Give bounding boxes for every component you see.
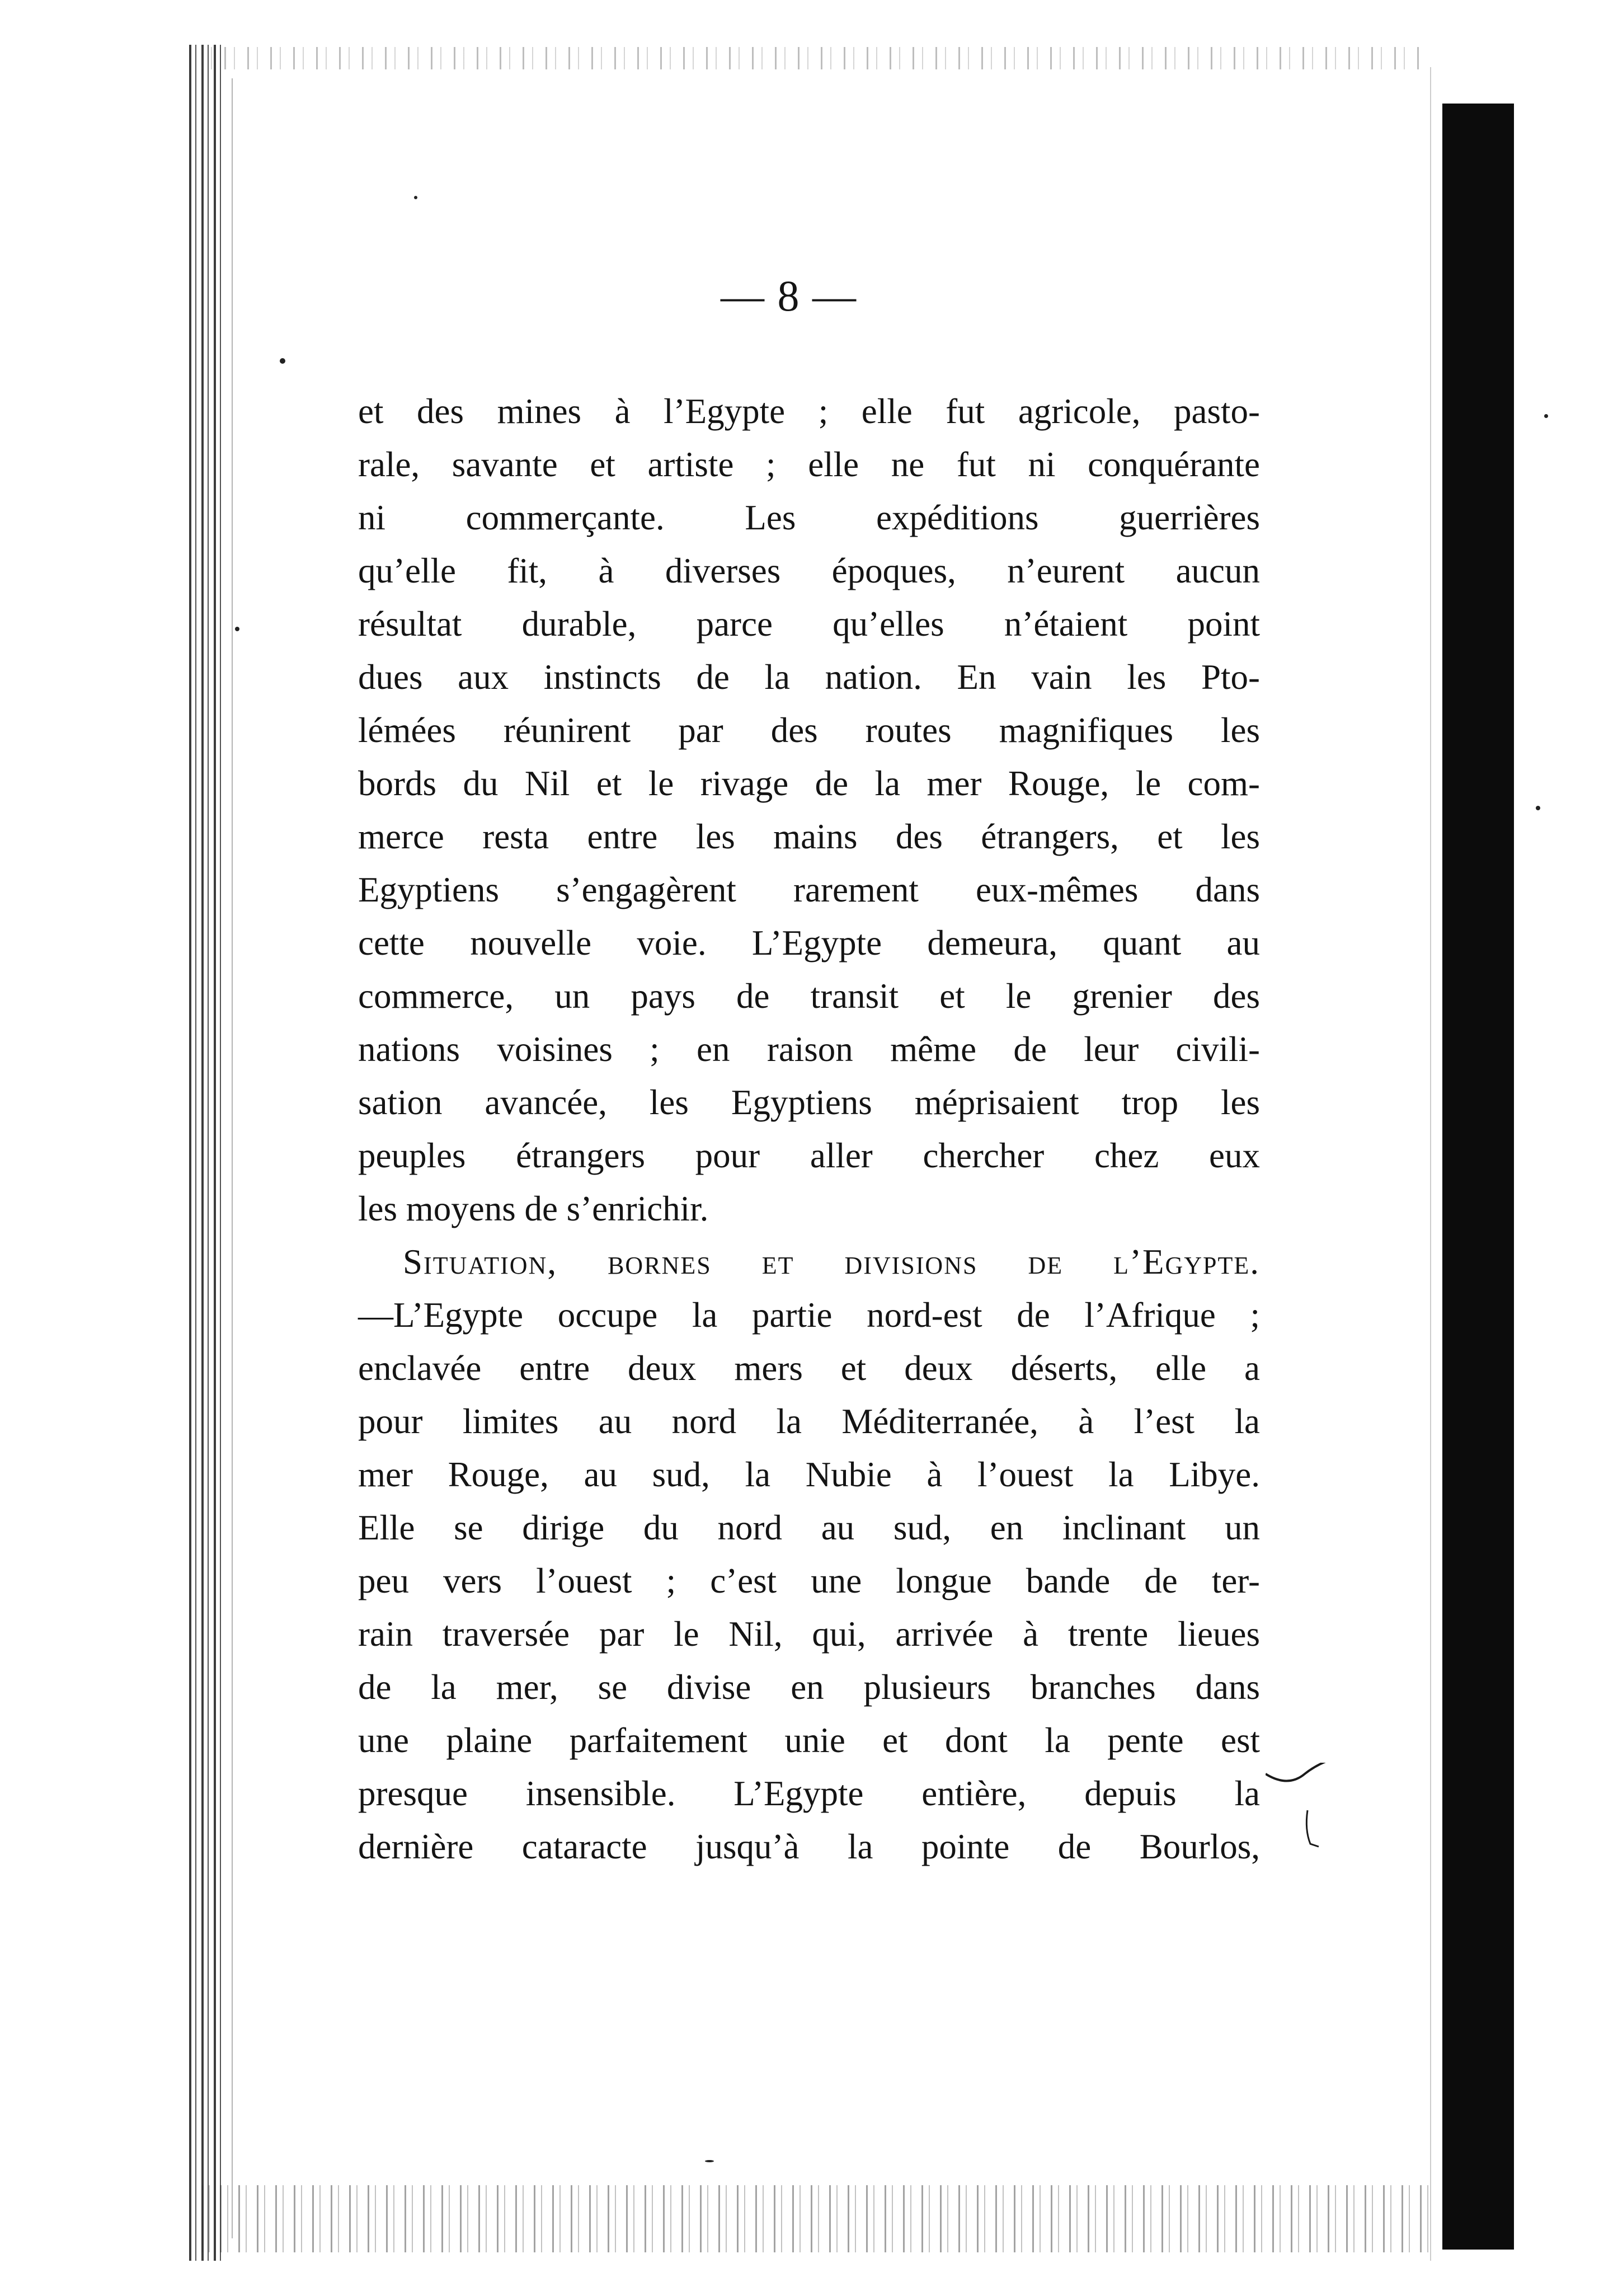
scan-speck	[235, 627, 239, 631]
text-line: ni commerçante. Les expéditions guerrières	[358, 498, 1260, 537]
text-line: qu’elle fit, à diverses époques, n’eurent aucun	[358, 551, 1260, 590]
text-line: Egyptiens s’engagèrent rarement eux-mêmes dans	[358, 870, 1260, 909]
scan-speck	[414, 196, 417, 199]
text-line: lémées réunirent par des routes magnifiques les	[358, 711, 1260, 750]
scan-speck	[1536, 806, 1540, 810]
handwritten-margin-mark	[1266, 1763, 1366, 1875]
text-line: peuples étrangers pour aller chercher chez eux	[358, 1136, 1260, 1175]
text-line: merce resta entre les mains des étrangers, et les	[358, 817, 1260, 856]
page-number: — 8 —	[721, 271, 857, 320]
text-line: enclavée entre deux mers et deux déserts, elle a	[358, 1349, 1260, 1388]
text-line: résultat durable, parce qu’elles n’étaient point	[358, 604, 1260, 644]
text-line: de la mer, se divise en plusieurs branches dans	[358, 1668, 1260, 1707]
text-line: dues aux instincts de la nation. En vain les Pto-	[358, 658, 1260, 697]
text-line: sation avancée, les Egyptiens méprisaient trop les	[358, 1083, 1260, 1122]
bottom-page-edge	[201, 2185, 1432, 2252]
text-line: une plaine parfaitement unie et dont la pente est	[358, 1721, 1260, 1760]
text-line: —L’Egypte occupe la partie nord-est de l’Afrique ;	[358, 1295, 1260, 1335]
text-line: commerce, un pays de transit et le grenier des	[358, 976, 1260, 1016]
text-line: rain traversée par le Nil, qui, arrivée à trente lieues	[358, 1614, 1260, 1654]
body-text	[358, 385, 1260, 1874]
text-line: les moyens de s’enrichir.	[358, 1189, 709, 1228]
text-line: rale, savante et artiste ; elle ne fut ni conquérante	[358, 445, 1260, 484]
section-heading: Situation, bornes et divisions de l’Egypte.	[403, 1242, 1260, 1281]
text-line: dernière cataracte jusqu’à la pointe de Bourlos,	[358, 1827, 1260, 1866]
right-dark-margin-bar	[1442, 104, 1514, 2250]
scan-speck	[705, 2160, 714, 2162]
right-page-edge	[1421, 67, 1441, 2261]
text-line: presque insensible. L’Egypte entière, depuis la	[358, 1774, 1260, 1813]
scan-speck	[1544, 414, 1548, 418]
text-line: cette nouvelle voie. L’Egypte demeura, quant au	[358, 923, 1260, 962]
left-binding-edge	[189, 45, 224, 2261]
text-line: mer Rouge, au sud, la Nubie à l’ouest la Libye.	[358, 1455, 1260, 1494]
text-line: et des mines à l’Egypte ; elle fut agricole, pasto-	[358, 392, 1260, 431]
scan-speck	[280, 358, 285, 364]
text-line: pour limites au nord la Méditerranée, à l’est la	[358, 1402, 1260, 1441]
left-binding-shadow	[224, 78, 246, 2238]
text-line: Elle se dirige du nord au sud, en inclinant un	[358, 1508, 1260, 1547]
text-line: nations voisines ; en raison même de leur civili-	[358, 1030, 1260, 1069]
text-line: bords du Nil et le rivage de la mer Rouge, le com-	[358, 764, 1260, 803]
text-line: peu vers l’ouest ; c’est une longue bande de ter-	[358, 1561, 1260, 1600]
top-page-edge	[201, 47, 1421, 69]
